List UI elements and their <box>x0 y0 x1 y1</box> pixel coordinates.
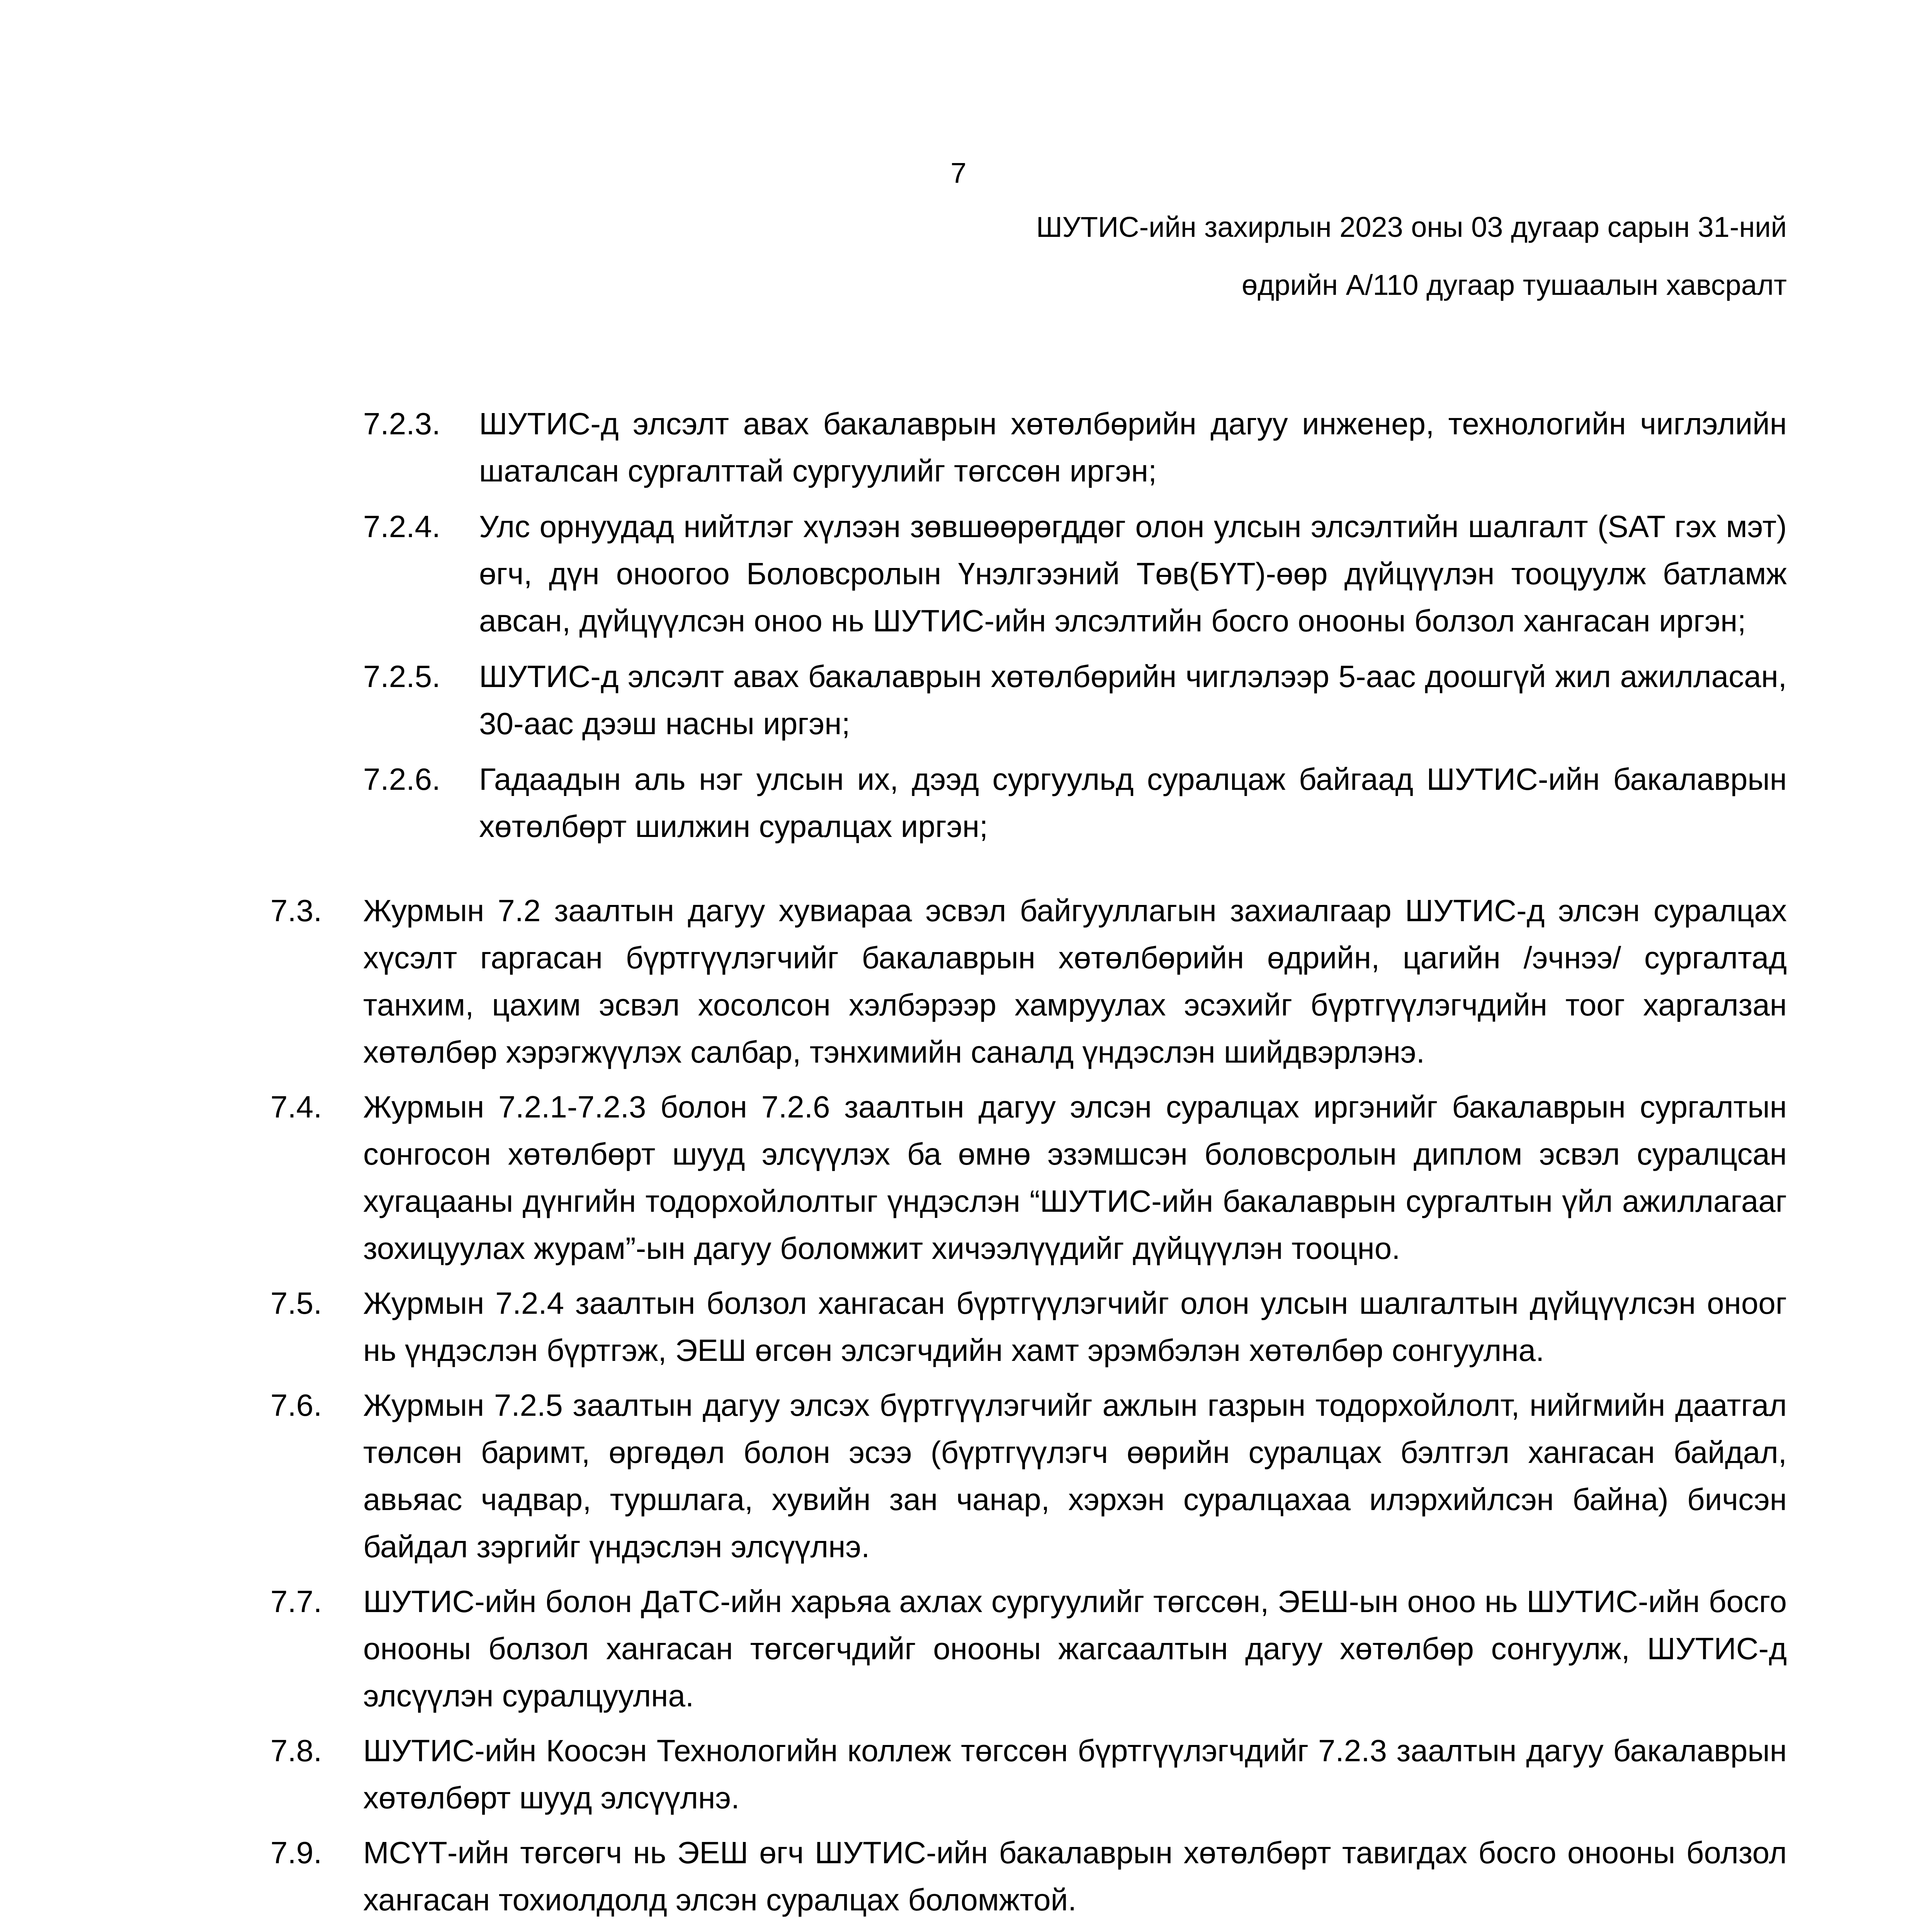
item-number: 7.4. <box>270 1090 322 1124</box>
page-number: 7 <box>950 157 967 189</box>
item-list <box>0 887 1917 1932</box>
item-number: 7.6. <box>270 1388 322 1422</box>
item-number: 7.8. <box>270 1733 322 1768</box>
item-text: Журмын 7.2.1-7.2.3 болон 7.2.6 заалтын дагуу элсэн суралцах иргэнийг бакалаврын сургалтын сонгосон хөтөлбөрт шууд элсүүлэх ба өмнө эзэмшсэн боловсролын диплом эсвэл суралцсан хугацааны дүнгийн тодорхойлолтыг үндэслэн “ШУТИС-ийн бакалаврын сургалтын үйл ажиллагааг зохицуулах журам”-ын дагуу боломжит хичээлүүдийг дүйцүүлэн тооцно. <box>363 1090 1787 1265</box>
list-item <box>0 400 1917 495</box>
item-text: Журмын 7.2 заалтын дагуу хувиараа эсвэл байгууллагын захиалгаар ШУТИС-д элсэн суралцах хүсэлт гаргасан бүртгүүлэгчийг бакалаврын хөтөлбөрийн өдрийн, цагийн /эчнээ/ сургалтад танхим, цахим эсвэл хосолсон хэлбэрээр хамруулах эсэхийг бүртгүүлэгчдийн тоог харгалзан хөтөлбөр хэрэгжүүлэх салбар, тэнхимийн саналд үндэслэн шийдвэрлэнэ. <box>363 893 1787 1069</box>
item-number: 7.2.4. <box>363 509 441 544</box>
item-text: ШУТИС-ийн Коосэн Технологийн коллеж төгссөн бүртгүүлэгчдийг 7.2.3 заалтын дагуу бакалаврын хөтөлбөрт шууд элсүүлнэ. <box>363 1733 1787 1815</box>
item-number: 7.7. <box>270 1584 322 1619</box>
list-item <box>0 653 1917 747</box>
item-text: Журмын 7.2.4 заалтын болзол хангасан бүртгүүлэгчийг олон улсын шалгалтын дүйцүүлсэн оноог нь үндэслэн бүртгэж, ЭЕШ өгсөн элсэгчдийн хамт эрэмбэлэн хөтөлбөр сонгуулна. <box>363 1286 1787 1367</box>
item-number: 7.3. <box>270 893 322 928</box>
item-text: ШУТИС-д элсэлт авах бакалаврын хөтөлбөрийн чиглэлээр 5-аас доошгүй жил ажилласан, 30-аас дээш насны иргэн; <box>479 659 1787 741</box>
item-number: 7.2.6. <box>363 762 441 796</box>
item-text: Гадаадын аль нэг улсын их, дээд сургуульд суралцаж байгаад ШУТИС-ийн бакалаврын хөтөлбөрт шилжин суралцах иргэн; <box>479 762 1787 844</box>
list-item <box>0 756 1917 850</box>
item-text: Журмын 7.2.5 заалтын дагуу элсэх бүртгүүлэгчийг ажлын газрын тодорхойлолт, нийгмийн даатгал төлсөн баримт, өргөдөл болон эсээ (бүртгүүлэгч өөрийн суралцах бэлтгэл хангасан байдал, авьяас чадвар, туршлага, хувийн зан чанар, хэрхэн суралцахаа илэрхийлсэн байна) бичсэн байдал зэргийг үндэслэн элсүүлнэ. <box>363 1388 1787 1564</box>
item-number: 7.9. <box>270 1835 322 1870</box>
item-text: Улс орнуудад нийтлэг хүлээн зөвшөөрөгддөг олон улсын элсэлтийн шалгалт (SAT гэх мэт) өгч, дүн оноогоо Боловсролын Үнэлгээний Төв(БҮТ)-өөр дүйцүүлэн тооцуулж батламж авсан, дүйцүүлсэн оноо нь ШУТИС-ийн элсэлтийн босго онооны болзол хангасан иргэн; <box>479 509 1787 638</box>
list-item <box>0 1727 1917 1821</box>
list-item <box>0 1829 1917 1923</box>
item-text: ШУТИС-д элсэлт авах бакалаврын хөтөлбөрийн дагуу инженер, технологийн чиглэлийн шаталсан сургалттай сургуулийг төгссөн иргэн; <box>479 406 1787 488</box>
item-text: МСҮТ-ийн төгсөгч нь ЭЕШ өгч ШУТИС-ийн бакалаврын хөтөлбөрт тавигдах босго онооны болзол хангасан тохиолдолд элсэн суралцах боломжтой. <box>363 1835 1787 1917</box>
sub-item-list <box>0 400 1917 850</box>
item-number: 7.2.5. <box>363 659 441 694</box>
header-line-2: өдрийн А/110 дугаар тушаалын хавсралт <box>1242 269 1787 301</box>
list-item <box>0 1280 1917 1374</box>
item-text: ШУТИС-ийн болон ДаТС-ийн харьяа ахлах сургуулийг төгссөн, ЭЕШ-ын оноо нь ШУТИС-ийн босго онооны болзол хангасан төгсөгчдийг онооны жагсаалтын дагуу хөтөлбөр сонгуулж, ШУТИС-д элсүүлэн суралцуулна. <box>363 1584 1787 1713</box>
list-item <box>0 1382 1917 1570</box>
list-item <box>0 1083 1917 1272</box>
item-number: 7.2.3. <box>363 406 441 441</box>
header-line-1: ШУТИС-ийн захирлын 2023 оны 03 дугаар сарын 31-ний <box>1036 211 1787 243</box>
list-item <box>0 1578 1917 1719</box>
list-item <box>0 887 1917 1076</box>
list-item <box>0 503 1917 645</box>
item-number: 7.5. <box>270 1286 322 1320</box>
